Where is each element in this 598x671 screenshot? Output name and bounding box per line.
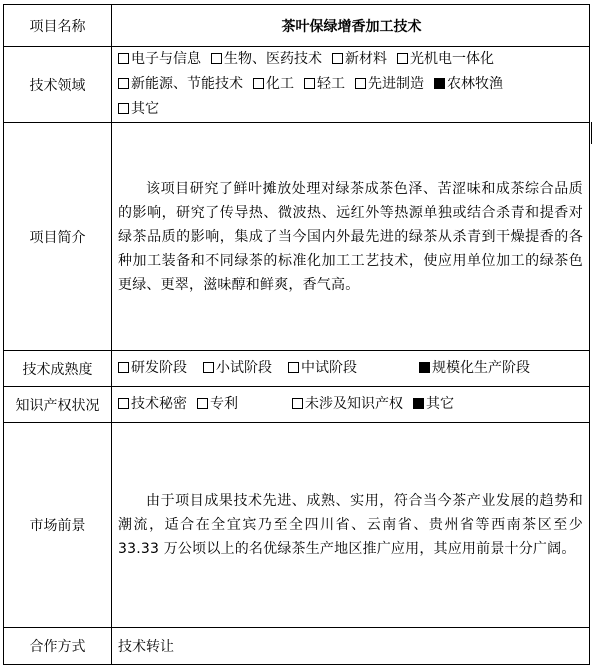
project-info-table <box>3 4 590 665</box>
checkbox-checked-icon[interactable] <box>419 362 430 373</box>
ip-status-options <box>112 387 590 423</box>
ip-status-label: 知识产权状况 <box>4 387 112 423</box>
tech-field-line-1 <box>118 47 585 72</box>
option-agriculture[interactable]: 农林牧渔 <box>434 72 503 97</box>
checkbox-icon[interactable] <box>397 53 408 64</box>
option-no-ip[interactable]: 未涉及知识产权 <box>292 392 403 417</box>
option-electronics[interactable]: 电子与信息 <box>118 47 201 72</box>
option-new-materials[interactable]: 新材料 <box>332 47 387 72</box>
summary-label: 项目简介 <box>4 123 112 351</box>
checkbox-icon[interactable] <box>118 398 129 409</box>
checkbox-icon[interactable] <box>118 362 129 373</box>
option-optomechatronics[interactable]: 光机电一体化 <box>397 47 494 72</box>
project-name-label: 项目名称 <box>4 5 112 47</box>
row-cooperation <box>4 628 590 665</box>
checkbox-icon[interactable] <box>292 398 303 409</box>
option-advanced-manufacturing[interactable]: 先进制造 <box>355 72 424 97</box>
checkbox-icon[interactable] <box>118 53 129 64</box>
edge-mark <box>591 122 592 144</box>
option-light-industry[interactable]: 轻工 <box>304 72 345 97</box>
option-small-trial[interactable]: 小试阶段 <box>203 356 272 381</box>
option-other[interactable]: 其它 <box>118 97 159 122</box>
option-pilot[interactable]: 中试阶段 <box>288 356 357 381</box>
row-project-name <box>4 5 590 47</box>
option-trade-secret[interactable]: 技术秘密 <box>118 392 187 417</box>
checkbox-icon[interactable] <box>355 78 366 89</box>
cooperation-label: 合作方式 <box>4 628 112 665</box>
maturity-label: 技术成熟度 <box>4 351 112 387</box>
row-summary <box>4 123 590 351</box>
tech-field-line-3 <box>118 97 585 122</box>
summary-text: 该项目研究了鲜叶摊放处理对绿茶成茶色泽、苦涩味和成茶综合品质的影响，研究了传导热、微波热、远红外等热源单独或结合杀青和提香对绿茶品质的影响，集成了当今国内外最先进的绿茶从杀青到干燥提香的各种加工装备和不同绿茶的标准化加工工艺技术，使应用单位加工的绿茶色更绿、更翠，滋味醇和鲜爽，香气高。 <box>118 180 583 293</box>
tech-field-label: 技术领域 <box>4 47 112 123</box>
checkbox-icon[interactable] <box>203 362 214 373</box>
checkbox-checked-icon[interactable] <box>434 78 445 89</box>
checkbox-icon[interactable] <box>253 78 264 89</box>
option-biomedical[interactable]: 生物、医药技术 <box>211 47 322 72</box>
maturity-line <box>118 356 585 381</box>
checkbox-icon[interactable] <box>118 78 129 89</box>
row-tech-field <box>4 47 590 123</box>
option-mass-production[interactable]: 规模化生产阶段 <box>419 356 530 381</box>
checkbox-icon[interactable] <box>332 53 343 64</box>
market-cell <box>112 423 590 628</box>
option-research[interactable]: 研发阶段 <box>118 356 187 381</box>
project-name-value: 茶叶保绿增香加工技术 <box>112 5 590 47</box>
row-maturity <box>4 351 590 387</box>
market-text: 由于项目成果技术先进、成熟、实用，符合当今茶产业发展的趋势和潮流，适合在全宜宾乃至全四川省、云南省、贵州省等西南茶区至少 33.33 万公顷以上的名优绿茶生产地区推广应用，其应用前景十分广阔。 <box>118 493 583 557</box>
checkbox-icon[interactable] <box>288 362 299 373</box>
checkbox-icon[interactable] <box>211 53 222 64</box>
ip-status-line <box>118 392 585 417</box>
option-ip-other[interactable]: 其它 <box>413 392 454 417</box>
tech-field-line-2 <box>118 72 585 97</box>
row-market <box>4 423 590 628</box>
checkbox-icon[interactable] <box>118 103 129 114</box>
checkbox-icon[interactable] <box>197 398 208 409</box>
market-label: 市场前景 <box>4 423 112 628</box>
option-chemical[interactable]: 化工 <box>253 72 294 97</box>
option-patent[interactable]: 专利 <box>197 392 238 417</box>
option-new-energy[interactable]: 新能源、节能技术 <box>118 72 243 97</box>
cooperation-value: 技术转让 <box>112 628 590 665</box>
checkbox-checked-icon[interactable] <box>413 398 424 409</box>
row-ip-status <box>4 387 590 423</box>
tech-field-options <box>112 47 590 123</box>
maturity-options <box>112 351 590 387</box>
summary-cell <box>112 123 590 351</box>
checkbox-icon[interactable] <box>304 78 315 89</box>
